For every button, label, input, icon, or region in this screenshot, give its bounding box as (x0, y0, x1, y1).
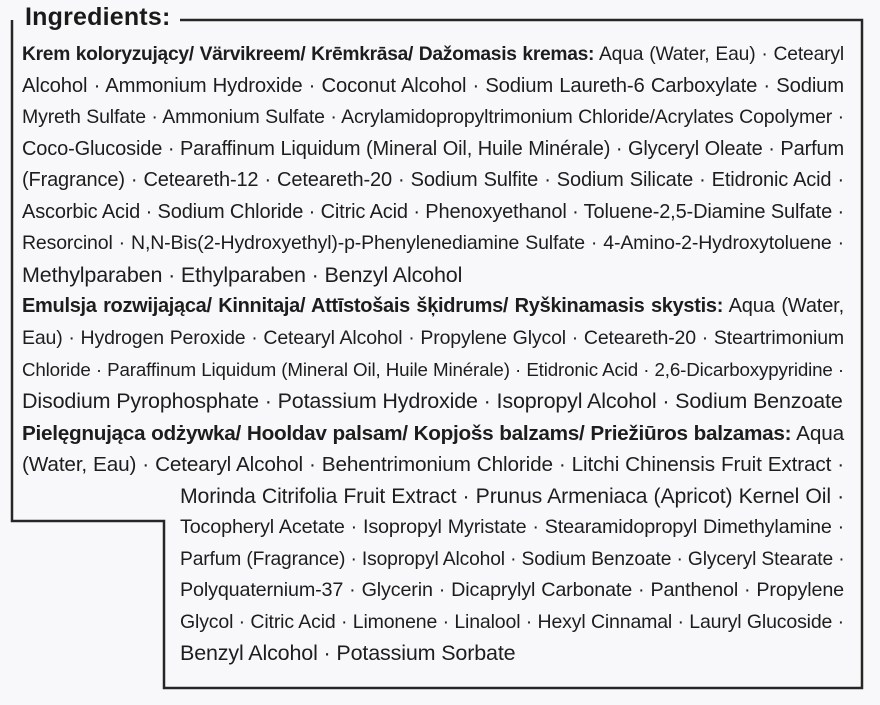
ingredient-line: Alcohol · Ammonium Hydroxide · Coconut Alcohol · Sodium Laureth-6 Carboxylate · Sodium (22, 75, 844, 97)
ingredient-line: (Fragrance) · Ceteareth-12 · Ceteareth-20 · Sodium Sulfite · Sodium Silicate · Etidronic Acid · (22, 169, 844, 191)
product-heading-developer: Emulsja rozwijająca/ Kinnitaja/ Attīstošais šķidrums/ Ryškinamasis skystis: (22, 295, 724, 317)
ingredient-line: Glycol · Citric Acid · Limonene · Linalool · Hexyl Cinnamal · Lauryl Glucoside · (180, 611, 844, 633)
ingredient-line: Disodium Pyrophosphate · Potassium Hydroxide · Isopropyl Alcohol · Sodium Benzoate (22, 389, 843, 413)
ingredient-line: Resorcinol · N,N-Bis(2-Hydroxyethyl)-p-Phenylenediamine Sulfate · 4-Amino-2-Hydroxytoluene · (22, 232, 844, 254)
ingredient-line: Morinda Citrifolia Fruit Extract · Prunus Armeniaca (Apricot) Kernel Oil · (180, 484, 844, 508)
ingredient-line: Krem koloryzujący/ Värvikreem/ Krēmkrāsa/ Dažomasis kremas: Aqua (Water, Eau) · Cetearyl (22, 44, 844, 65)
ingredient-line: Tocopheryl Acetate · Isopropyl Myristate · Stearamidopropyl Dimethylamine · (180, 516, 844, 538)
ingredient-line: Polyquaternium-37 · Glycerin · Dicaprylyl Carbonate · Panthenol · Propylene (180, 579, 844, 601)
ingredient-line: Eau) · Hydrogen Peroxide · Cetearyl Alcohol · Propylene Glycol · Ceteareth-20 · Steartrimonium (22, 327, 844, 349)
product-heading-conditioner: Pielęgnująca odżywka/ Hooldav palsam/ Kopjošs balzams/ Priežiūros balzamas: (22, 422, 792, 445)
ingredient-line: Pielęgnująca odżywka/ Hooldav palsam/ Kopjošs balzams/ Priežiūros balzamas: Aqua (22, 422, 844, 445)
ingredient-line: Methylparaben · Ethylparaben · Benzyl Alcohol (22, 263, 463, 287)
ingredient-line: Benzyl Alcohol · Potassium Sorbate (180, 641, 516, 665)
ingredients-title: Ingredients: (22, 3, 173, 32)
ingredient-line: Parfum (Fragrance) · Isopropyl Alcohol · Sodium Benzoate · Glyceryl Stearate · (180, 549, 845, 570)
ingredient-line: Chloride · Paraffinum Liquidum (Mineral Oil, Huile Minérale) · Etidronic Acid · 2,6-Dicarboxypyridine · (22, 359, 844, 380)
ingredient-line: Ascorbic Acid · Sodium Chloride · Citric Acid · Phenoxyethanol · Toluene-2,5-Diamine Sulfate · (22, 201, 844, 223)
ingredient-line: Coco-Glucoside · Paraffinum Liquidum (Mineral Oil, Huile Minérale) · Glyceryl Oleate · Parfum (22, 138, 844, 160)
ingredient-line: Myreth Sulfate · Ammonium Sulfate · Acrylamidopropyltrimonium Chloride/Acrylates Copolymer · (22, 106, 844, 128)
product-heading-colorant: Krem koloryzujący/ Värvikreem/ Krēmkrāsa/ Dažomasis kremas: (22, 44, 595, 65)
ingredient-line: (Water, Eau) · Cetearyl Alcohol · Behentrimonium Chloride · Litchi Chinensis Fruit Extract · (22, 453, 844, 476)
ingredient-line: Emulsja rozwijająca/ Kinnitaja/ Attīstošais šķidrums/ Ryškinamasis skystis: Aqua (Water, (22, 295, 844, 317)
